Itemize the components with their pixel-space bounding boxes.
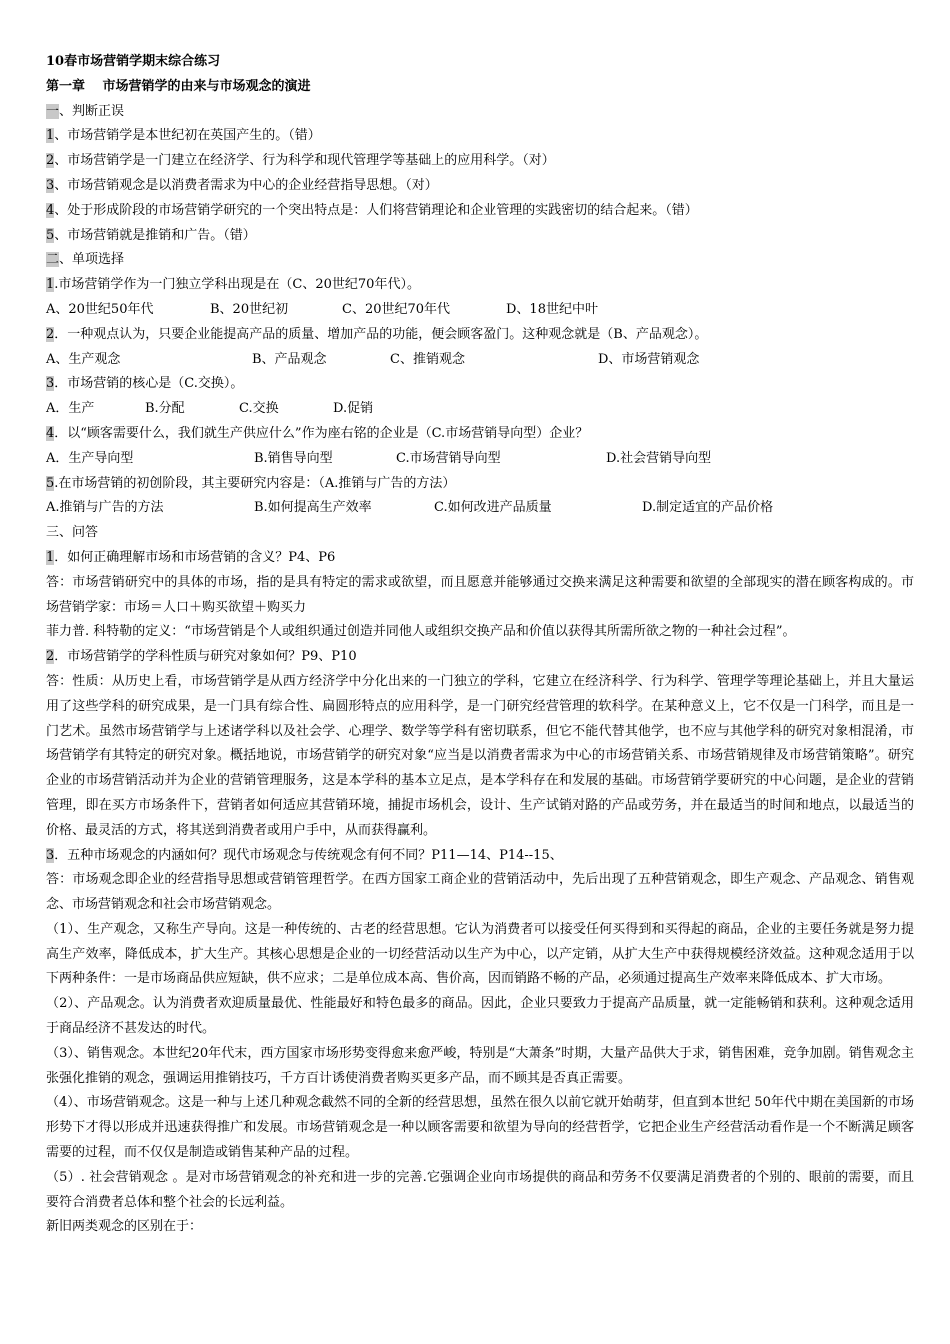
answer-paragraph: 菲力普. 科特勒的定义：“市场营销是个人或组织通过创造并同他人或组织交换产品和价值以获得其所需所欲之物的一种社会过程”。 [46, 624, 796, 640]
question [46, 323, 914, 348]
option: B、20世纪初 [210, 301, 289, 317]
option: B、产品观念 [252, 351, 327, 367]
section-heading-choice [46, 248, 914, 273]
option: C、推销观念 [390, 351, 465, 367]
answer-paragraph: （1）、生产观念，又称生产导向。这是一种传统的、古老的经营思想。它认为消费者可以接受任何买得到和买得起的商品，企业的主要任务就是努力提高生产效率，降低成本，扩大生产。其核心思想是企业的一切经营活动以生产为中心，以产定销，从扩大生产中获得规模经济效益。这种观念适用于以下两种条件：一是市场商品供应短缺，供不应求；二是单位成本高、售价高，因而销路不畅的产品，必须通过提高生产效率来降低成本、扩大市场。 [46, 921, 914, 987]
option: C、20世纪70年代 [342, 301, 451, 317]
item-text: 、市场营销就是推销和广告。（错） [54, 227, 256, 243]
item-number: 2 [46, 153, 55, 169]
option-row [46, 397, 914, 422]
answer-paragraph: （2）、产品观念。认为消费者欢迎质量最优、性能最好和特色最多的商品。因此，企业只要致力于提高产品质量，就一定能畅销和获利。这种观念适用于商品经济不甚发达的时代。 [46, 996, 914, 1037]
question [46, 472, 914, 497]
item-number: 5 [46, 227, 55, 243]
item-number: 3 [46, 177, 55, 193]
question-text: ．市场营销的核心是（C.交换）。 [54, 376, 244, 392]
item-text: 、处于形成阶段的市场营销学研究的一个突出特点是：人们将营销理论和企业管理的实践密切的结合起来。（错） [54, 202, 698, 218]
list-item [46, 124, 914, 149]
chapter-heading: 第一章 市场营销学的由来与市场观念的演进 [46, 78, 311, 94]
list-item [46, 224, 914, 249]
item-text: 、市场营销观念是以消费者需求为中心的企业经营指导思想。（对） [54, 177, 438, 193]
answer-paragraph: 答：市场观念即企业的经营指导思想或营销管理哲学。在西方国家工商企业的营销活动中，先后出现了五种营销观念，即生产观念、产品观念、销售观念、市场营销观念和社会市场营销观念。 [46, 872, 914, 913]
option-row [46, 298, 914, 323]
question [46, 645, 914, 670]
item-text: 、市场营销学是一门建立在经济学、行为科学和现代管理学等基础上的应用科学。（对） [54, 153, 555, 169]
answer-paragraph: （5）. 社会营销观念 。是对市场营销观念的补充和进一步的完善.它强调企业向市场提供的商品和劳务不仅要满足消费者的个别的、眼前的需要，而且要符合消费者总体和整个社会的长远利益。 [46, 1169, 914, 1210]
item-text: 、市场营销学是本世纪初在英国产生的。（错） [54, 128, 321, 144]
option: B.如何提高生产效率 [254, 500, 372, 516]
question-text: ．五种市场观念的内涵如何？现代市场观念与传统观念有何不同？P11—14、P14--15、 [54, 847, 563, 863]
option: B.分配 [145, 401, 185, 417]
question [46, 273, 914, 298]
item-number: 4 [46, 425, 55, 441]
option-row [46, 496, 914, 521]
question [46, 422, 914, 447]
answer-paragraph: 答：市场营销研究中的具体的市场，指的是具有特定的需求或欲望，而且愿意并能够通过交换来满足这种需要和欲望的全部现实的潜在顾客构成的。市场营销学家：市场＝人口＋购买欲望＋购买力 [46, 574, 914, 615]
question-text: ．一种观点认为，只要企业能提高产品的质量、增加产品的功能，便会顾客盈门。这种观念就是（B、产品观念）。 [54, 326, 708, 342]
item-number: 1 [46, 549, 55, 565]
question [46, 372, 914, 397]
item-number: 2 [46, 326, 55, 342]
option-row [46, 348, 914, 373]
item-number: 1 [46, 277, 55, 293]
question-text: .市场营销学作为一门独立学科出现是在（C、20世纪70年代）。 [54, 277, 420, 293]
item-number: 3 [46, 847, 55, 863]
option: D.社会营销导向型 [606, 450, 712, 466]
question [46, 844, 914, 869]
question-text: ．如何正确理解市场和市场营销的含义？P4、P6 [54, 549, 336, 565]
option: C.如何改进产品质量 [434, 500, 552, 516]
option: A、生产观念 [46, 351, 121, 367]
option: A．生产导向型 [46, 450, 134, 466]
option: C.交换 [239, 401, 279, 417]
option: D.制定适宜的产品价格 [642, 500, 774, 516]
option: D.促销 [333, 401, 374, 417]
option: C.市场营销导向型 [396, 450, 501, 466]
question-text: .在市场营销的初创阶段，其主要研究内容是：（A.推销与广告的方法） [54, 475, 456, 491]
item-number: 2 [46, 649, 55, 665]
list-item [46, 149, 914, 174]
answer-paragraph: 新旧两类观念的区别在于： [46, 1219, 203, 1235]
heading-text: 、判断正误 [59, 103, 125, 119]
heading-text: 、单项选择 [59, 252, 125, 268]
list-item [46, 199, 914, 224]
question [46, 546, 914, 571]
option: B.销售导向型 [254, 450, 333, 466]
section-heading-qa: 三、问答 [46, 525, 99, 541]
option: A．生产 [46, 401, 95, 417]
item-number: 4 [46, 202, 55, 218]
question-text: ．以“顾客需要什么，我们就生产供应什么”作为座右铭的企业是（C.市场营销导向型）企业？ [54, 425, 589, 441]
heading-marker: 一 [46, 103, 60, 119]
item-number: 3 [46, 376, 55, 392]
option-row [46, 447, 914, 472]
item-number: 5 [46, 475, 55, 491]
answer-paragraph: （4）、市场营销观念。这是一种与上述几种观念截然不同的全新的经营思想，虽然在很久以前它就开始萌芽，但直到本世纪 50年代中期在美国新的市场形势下才得以形成并迅速获得推广和发展。市场营销观念是一种以顾客需要和欲望为导向的经营哲学，它把企业生产经营活动看作是一个不断满足顾客需要的过程，而不仅仅是制造或销售某种产品的过程。 [46, 1095, 914, 1161]
option: D、市场营销观念 [598, 351, 700, 367]
option: A、20世纪50年代 [46, 301, 154, 317]
section-heading-judgement [46, 100, 914, 125]
question-text: ．市场营销学的学科性质与研究对象如何？P9、P10 [54, 649, 357, 665]
document-page [46, 50, 914, 1240]
document-title: 10春市场营销学期末综合练习 [46, 54, 221, 69]
answer-paragraph: 答：性质：从历史上看，市场营销学是从西方经济学中分化出来的一门独立的学科，它建立在经济科学、行为科学、管理学等理论基础上，并且大量运用了这些学科的研究成果，是一门具有综合性、扁圆形特点的应用科学，是一门研究经营管理的软科学。在某种意义上，它不仅是一门科学，而且是一门艺术。虽然市场营销学与上述诸学科以及社会学、心理学、数学等学科有密切联系，但它不能代替其他学，也不应与其他学科的研究对象相混淆，市场营销学有其特定的研究对象。概括地说，市场营销学的研究对象“应当是以消费者需求为中心的市场营销关系、市场营销规律及市场营销策略”。研究企业的市场营销活动并为企业的营销管理服务，这是本学科的基本立足点，是本学科存在和发展的基础。市场营销学要研究的中心问题，是企业的营销管理，即在买方市场条件下，营销者如何适应其营销环境，捕捉市场机会，设计、生产试销对路的产品或劳务，并在最适当的时间和地点，以最适当的价格、最灵活的方式，将其送到消费者或用户手中，从而获得赢利。 [46, 673, 914, 838]
answer-paragraph: （3）、销售观念。本世纪20年代末，西方国家市场形势变得愈来愈严峻，特别是“大萧条”时期，大量产品供大于求，销售困难，竞争加剧。销售观念主张强化推销的观念，强调运用推销技巧，千方百计诱使消费者购买更多产品，而不顾其是否真正需要。 [46, 1045, 914, 1086]
option: A.推销与广告的方法 [46, 500, 164, 516]
item-number: 1 [46, 128, 55, 144]
heading-marker: 二 [46, 252, 60, 268]
option: D、18世纪中叶 [506, 301, 598, 317]
list-item [46, 174, 914, 199]
